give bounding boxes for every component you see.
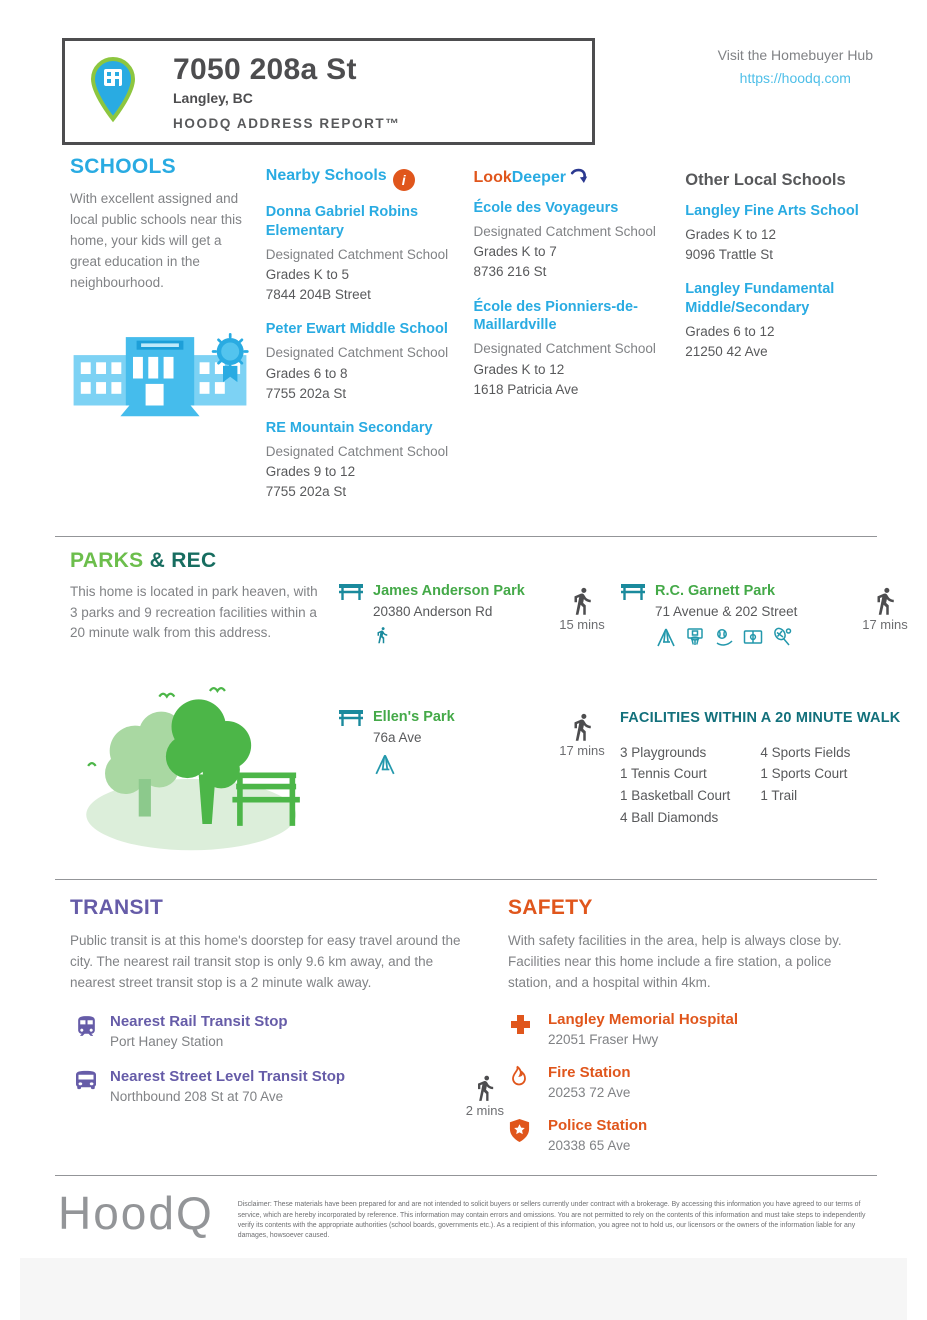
header [0,0,927,145]
park-illustration [70,676,318,859]
schools-intro-column [70,155,252,518]
nearby-schools-title [266,167,460,191]
swing-icon [373,752,397,776]
home-pin-icon [89,55,137,128]
nearby-schools-column [266,155,460,518]
parks-intro-column [62,582,318,860]
school-name: Langley Fine Arts School [685,203,859,219]
safety-facility-address: 20338 65 Ave [548,1138,631,1154]
school-type: Designated Catchment School [473,341,656,357]
parks-title [62,549,877,573]
bus-icon [70,1068,102,1104]
school-address: 7755 202a St [265,385,347,401]
lookdeeper-title[interactable] [474,167,672,187]
walk-time-label: 2 mins [465,1103,504,1119]
school-building-illustration [70,324,252,429]
school-entry [266,203,460,305]
school-grades: Grades 9 to 12 [265,464,356,480]
baseball-icon [713,626,735,648]
school-name: École des Pionniers-de-Maillardville [473,298,638,334]
walk-time [466,1070,504,1118]
schools-title: SCHOOLS [70,155,176,178]
walk-time-label: 17 mins [559,743,605,759]
hiking-trail-icon [373,626,391,644]
hub-label: Visit the Homebuyer Hub [717,47,873,63]
walk-time [550,582,614,632]
address-city: Langley, BC [173,89,253,106]
parks-section [0,537,927,880]
hoodq-logo: HoodQ [58,1187,214,1240]
transit-title: TRANSIT [70,896,164,920]
school-type: Designated Catchment School [265,443,449,459]
school-type: Designated Catchment School [265,345,449,361]
hospital-cross-icon [508,1011,536,1047]
school-address: 21250 42 Ave [685,344,768,360]
other-schools-title: Other Local Schools [685,171,846,189]
facility-item: 1 Trail [760,788,798,804]
street-stop-value: Northbound 208 St at 70 Ave [110,1089,284,1105]
school-address: 8736 216 St [473,264,547,280]
schools-section [0,145,927,536]
lookdeeper-column [474,155,672,518]
facilities-column-1 [620,742,730,829]
tennis-racquet-icon [771,626,793,648]
police-station-entry [508,1117,877,1153]
report-title: HOODQ ADDRESS REPORT™ [173,115,401,131]
school-entry [685,202,877,265]
homebuyer-hub [718,44,877,145]
school-grades: Grades K to 7 [473,244,557,260]
other-schools-column [685,155,877,518]
walking-person-icon [870,586,900,616]
facility-item: 4 Sports Fields [760,744,851,760]
facility-item: 4 Ball Diamonds [620,810,719,826]
facility-item: 1 Basketball Court [620,788,731,804]
park-name: Ellen's Park [373,709,455,726]
school-grades: Grades 6 to 12 [685,324,775,340]
park-address: 76a Ave [373,730,422,746]
school-grades: Grades K to 12 [685,226,777,242]
rail-stop-value: Port Haney Station [110,1034,224,1050]
walk-time [550,708,614,758]
school-grades: Grades K to 12 [473,361,565,377]
walk-time-label: 15 mins [559,616,605,632]
school-entry [266,320,460,404]
curved-arrow-icon [570,167,589,185]
safety-facility-address: 22051 Fraser Hwy [548,1032,659,1048]
safety-facility-name: Langley Memorial Hospital [548,1011,739,1029]
transit-intro: Public transit is at this home's doorstep for easy travel around the city. The nearest rail transit stop is only 9.6 km away, and the nearest street transit stop is a 2 minute walk away. [70,933,461,991]
lookdeeper-label-deeper: Deeper [511,169,566,186]
school-address: 7844 204B Street [265,287,371,303]
address-box [62,38,595,145]
walking-person-icon [471,1074,499,1102]
street-transit-entry [70,1068,504,1119]
facility-item: 1 Sports Court [760,766,848,782]
school-grades: Grades 6 to 8 [265,365,348,381]
bench-icon [338,709,364,727]
rail-transit-entry [70,1013,470,1049]
safety-title: SAFETY [508,896,593,920]
lookdeeper-label-look: Look [473,169,512,186]
park-entry [620,582,852,648]
park-name: R.C. Garnett Park [655,582,776,599]
page-title: 7050 208a St [173,52,357,86]
school-entry [474,199,672,283]
parks-title-green: PARKS [70,548,144,572]
parks-grid [338,582,912,860]
police-shield-icon [508,1117,536,1153]
walk-time [858,582,912,632]
bench-icon [338,583,364,601]
facility-item: 1 Tennis Court [620,766,707,782]
park-address: 20380 Anderson Rd [373,603,493,619]
parks-intro: This home is located in park heaven, with 3 parks and 9 recreation facilities within a 20 minute walk from this address. [70,583,318,641]
hub-link[interactable]: https://hoodq.com [739,70,851,87]
schools-intro: With excellent assigned and local public schools near this home, your kids will get a great education in the neighbourhood. [70,191,242,290]
school-address: 7755 202a St [265,484,347,500]
walking-person-icon [567,712,597,742]
park-entry [338,708,544,776]
facility-item: 3 Playgrounds [620,744,707,760]
train-icon [70,1013,102,1049]
school-name: Langley Fundamental Middle/Secondary [685,281,835,317]
page-bottom-band [20,1258,907,1320]
safety-section [508,896,877,1153]
rail-stop-label: Nearest Rail Transit Stop [110,1013,288,1031]
hospital-entry [508,1011,877,1047]
swing-icon [655,626,677,648]
walking-person-icon [567,586,597,616]
safety-intro: With safety facilities in the area, help is always close by. Facilities near this home include a fire station, a police station, and a hospital within 4km. [508,933,842,991]
park-entry [338,582,544,644]
footer [0,1176,927,1241]
safety-facility-name: Police Station [548,1117,648,1135]
school-name: Peter Ewart Middle School [265,321,448,338]
school-type: Designated Catchment School [473,223,656,239]
info-icon[interactable]: i [393,169,415,191]
safety-facility-name: Fire Station [548,1064,631,1082]
school-address: 1618 Patricia Ave [473,381,579,397]
school-entry [685,280,877,362]
fire-station-entry [508,1064,877,1100]
parks-title-teal: & REC [143,548,217,572]
walk-time-label: 17 mins [862,616,908,632]
street-stop-label: Nearest Street Level Transit Stop [110,1068,346,1086]
park-name: James Anderson Park [373,582,525,599]
school-type: Designated Catchment School [265,246,449,262]
disclaimer-text: Disclaimer: These materials have been prepared for and are not intended to solicit buyers or sellers currently under contract with a brokerage. By accessing this information you have agreed to our terms of service, which are hereby incorporated by reference. This information may contain errors and omissions. You are not permitted to rely on the contents of this information and must take steps to independently verify its contents with the appropriate authorities (school boards, governments etc.). As a recipient of this information, you agree not to hold us, our licensors or the owners of the information liable for any damages, howsoever caused. [237,1201,866,1240]
address-text [173,53,400,131]
safety-facility-address: 20253 72 Ave [548,1085,631,1101]
flame-icon [508,1064,536,1100]
school-entry [474,298,672,400]
nearby-schools-label: Nearby Schools [265,167,387,184]
transit-section [62,896,504,1153]
school-entry [266,419,460,503]
park-address: 71 Avenue & 202 Street [655,603,798,619]
school-name: Donna Gabriel Robins Elementary [265,204,419,239]
basketball-hoop-icon [684,626,706,648]
sports-field-icon [742,626,764,648]
facilities-column-2 [760,742,850,829]
bench-icon [620,583,646,601]
facilities-title: FACILITIES WITHIN A 20 MINUTE WALK [620,710,901,727]
school-address: 9096 Trattle St [685,247,774,263]
school-name: RE Mountain Secondary [265,420,433,437]
facilities-block [620,708,912,829]
school-grades: Grades K to 5 [265,266,350,282]
school-name: École des Voyageurs [473,200,619,216]
